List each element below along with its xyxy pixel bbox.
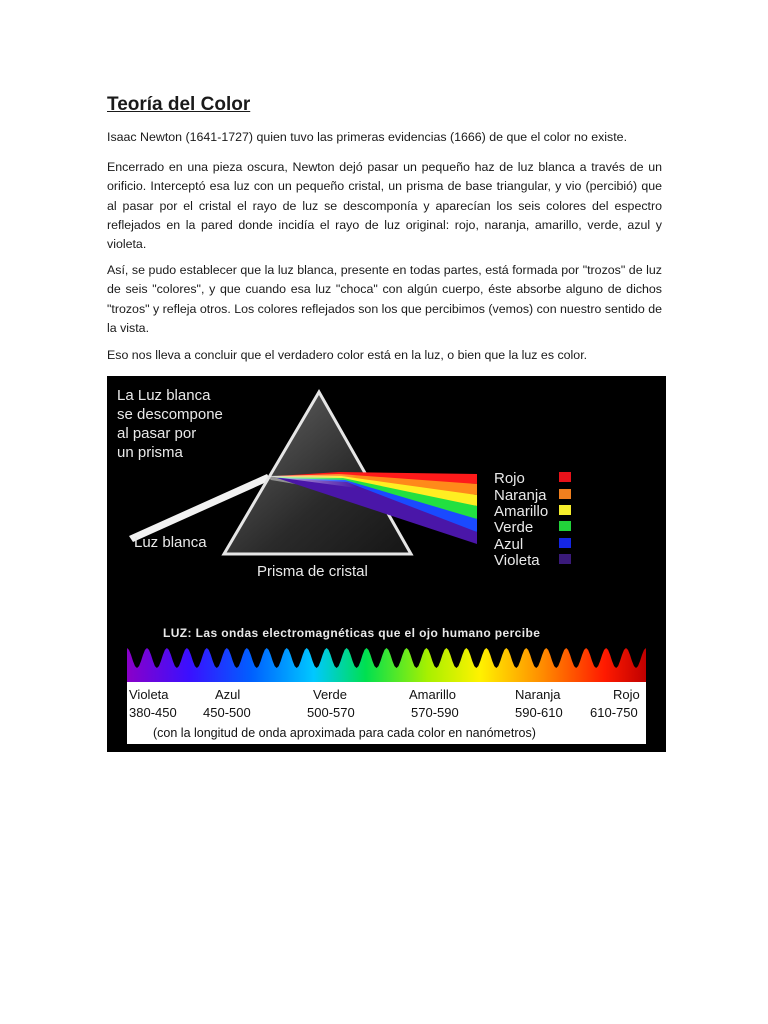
wavelength-range-rojo: 610-750 xyxy=(590,705,638,720)
legend-label-amarillo: Amarillo xyxy=(494,503,549,520)
wavelength-name-rojo: Rojo xyxy=(613,687,640,702)
wavelength-range-verde: 500-570 xyxy=(307,705,355,720)
wavelength-range-naranja: 590-610 xyxy=(515,705,563,720)
legend-label-naranja: Naranja xyxy=(494,487,547,504)
figure-caption-line-1: La Luz blanca xyxy=(117,387,211,404)
wavelength-range-violeta: 380-450 xyxy=(129,705,177,720)
legend-swatch-naranja xyxy=(559,489,571,499)
legend-label-azul: Azul xyxy=(494,536,524,553)
spectrum-wave-band xyxy=(127,648,646,682)
wavelength-name-amarillo: Amarillo xyxy=(409,687,456,702)
wavelength-range-azul: 450-500 xyxy=(203,705,251,720)
wavelength-name-verde: Verde xyxy=(313,687,347,702)
legend-label-rojo: Rojo xyxy=(494,470,525,487)
legend-swatch-azul xyxy=(559,538,571,548)
legend-swatch-amarillo xyxy=(559,505,571,515)
prism-label: Prisma de cristal xyxy=(257,563,368,580)
legend-label-violeta: Violeta xyxy=(494,552,540,569)
legend-swatch-violeta xyxy=(559,554,571,564)
figure-caption-line-2: se descompone xyxy=(117,406,223,423)
wavelength-name-azul: Azul xyxy=(215,687,241,702)
paragraph-white-light: Así, se pudo establecer que la luz blanca, presente en todas partes, está formada por "trozos" de luz de seis "colores", y que cuando esa luz "choca" con algún cuerpo, éste absorbe alguno de dichos "trozos" y refleja otros. Los colores reflejados son los que percibimos (vemos) con nuestro sentido de la vista. xyxy=(107,263,662,335)
wavelength-note: (con la longitud de onda aproximada para cada color en nanómetros) xyxy=(153,726,536,740)
figure-caption-line-3: al pasar por xyxy=(117,425,197,442)
figure-caption-line-4: un prisma xyxy=(117,444,183,461)
white-light-label: Luz blanca xyxy=(134,534,207,551)
wavelength-name-naranja: Naranja xyxy=(515,687,561,702)
legend-swatch-verde xyxy=(559,521,571,531)
page-title: Teoría del Color xyxy=(107,94,251,115)
prism-illustration xyxy=(107,376,666,752)
wavelength-range-amarillo: 570-590 xyxy=(411,705,459,720)
paragraph-intro: Isaac Newton (1641-1727) quien tuvo las primeras evidencias (1666) de que el color no existe. xyxy=(107,130,628,144)
legend-label-verde: Verde xyxy=(494,519,534,536)
prism-spectrum-figure xyxy=(107,376,666,752)
paragraph-conclusion: Eso nos lleva a concluir que el verdadero color está en la luz, o bien que la luz es color. xyxy=(107,348,588,362)
wavelength-name-violeta: Violeta xyxy=(129,687,169,702)
spectrum-title: LUZ: Las ondas electromagnéticas que el ojo humano percibe xyxy=(163,626,541,640)
legend-swatch-rojo xyxy=(559,472,571,482)
paragraph-experiment: Encerrado en una pieza oscura, Newton dejó pasar un pequeño haz de luz blanca a través de un orificio. Interceptó esa luz con un pequeño cristal, un prisma de base triangular, y vio (percibió) que al pasar por el cristal el rayo de luz se descomponía y aparecían los seis colores del espectro reflejados en la pared donde incidía el rayo de luz original: rojo, naranja, amarillo, verde, azul y violeta. xyxy=(107,160,662,252)
color-legend xyxy=(494,470,571,569)
